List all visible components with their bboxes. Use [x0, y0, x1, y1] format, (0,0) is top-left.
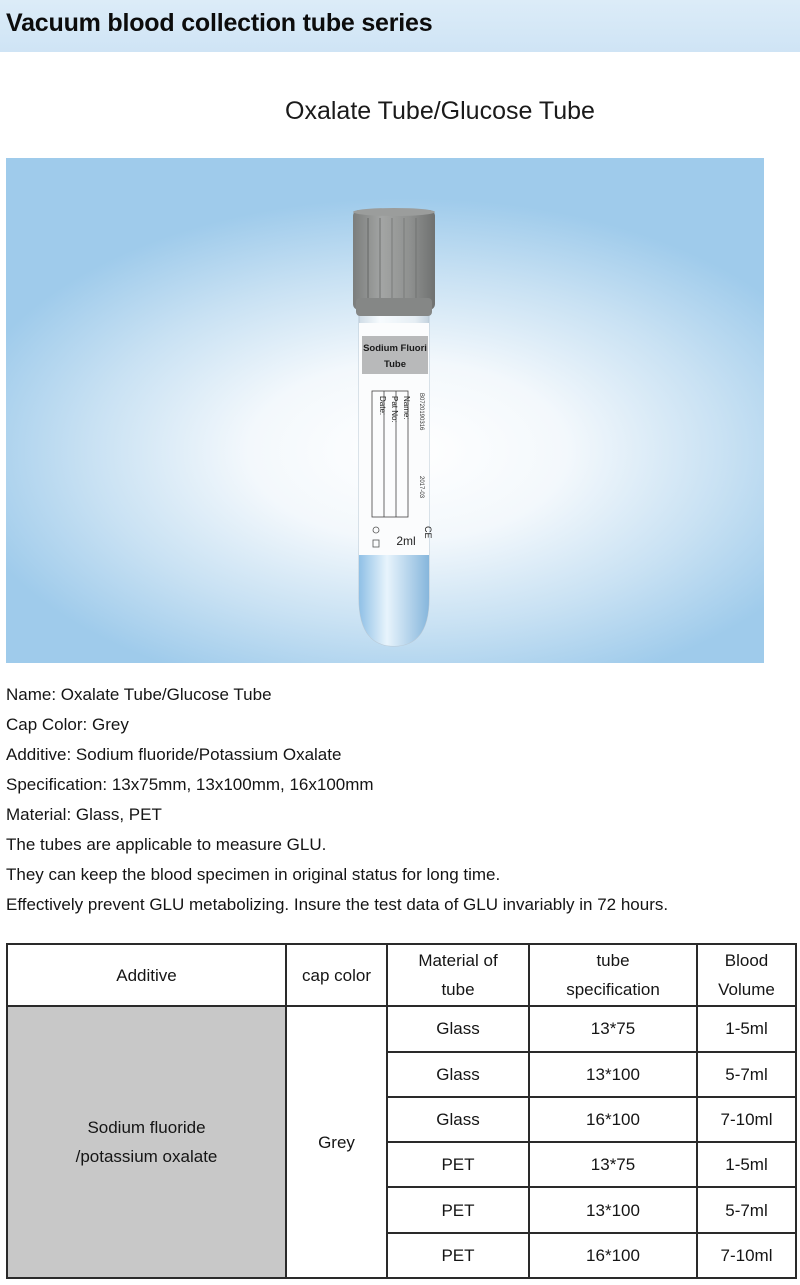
- tube-cap: [353, 210, 435, 310]
- material-cell: Glass: [387, 1006, 529, 1051]
- label-field-date: Date:: [378, 396, 387, 416]
- tube-bottom: [359, 553, 429, 646]
- volume-cell: 5-7ml: [697, 1052, 796, 1097]
- tube-illustration: [6, 158, 764, 663]
- volume-cell: 7-10ml: [697, 1097, 796, 1142]
- info-name: Name: Oxalate Tube/Glucose Tube: [6, 685, 272, 704]
- label-line1: Sodium Fluori: [363, 343, 427, 354]
- label-field-pat: Pat No:: [390, 396, 399, 423]
- info-specification: Specification: 13x75mm, 13x100mm, 16x100mm: [6, 775, 374, 794]
- cap-color-cell: Grey: [286, 1006, 387, 1278]
- table-header-row: [7, 944, 796, 1006]
- spec-cell: 13*75: [529, 1142, 697, 1187]
- material-cell: PET: [387, 1142, 529, 1187]
- info-material: Material: Glass, PET: [6, 805, 162, 824]
- header-volume: Blood Volume: [697, 944, 796, 1006]
- label-ce-mark: CE: [423, 526, 433, 539]
- spec-cell: 13*100: [529, 1187, 697, 1232]
- material-cell: PET: [387, 1233, 529, 1278]
- label-field-name: Name:: [402, 396, 411, 420]
- info-description-2: They can keep the blood specimen in original status for long time.: [6, 865, 501, 884]
- product-title: Oxalate Tube/Glucose Tube: [285, 97, 595, 125]
- header-bar: [0, 0, 800, 52]
- spec-table: [6, 943, 797, 1279]
- label-lot: B0720190316: [418, 393, 424, 431]
- spec-cell: 13*75: [529, 1006, 697, 1051]
- info-description-1: The tubes are applicable to measure GLU.: [6, 835, 327, 854]
- page-title: Vacuum blood collection tube series: [6, 9, 433, 37]
- header-material: Material of tube: [387, 944, 529, 1006]
- header-cap-color: cap color: [286, 944, 387, 1006]
- label-expiry: 2017-03: [418, 476, 424, 499]
- spec-cell: 16*100: [529, 1233, 697, 1278]
- info-additive: Additive: Sodium fluoride/Potassium Oxalate: [6, 745, 342, 764]
- header-spec: tube specification: [529, 944, 697, 1006]
- additive-cell: Sodium fluoride /potassium oxalate: [7, 1006, 286, 1278]
- volume-cell: 7-10ml: [697, 1233, 796, 1278]
- volume-cell: 1-5ml: [697, 1006, 796, 1051]
- info-cap-color: Cap Color: Grey: [6, 715, 129, 734]
- info-description-3: Effectively prevent GLU metabolizing. Insure the test data of GLU invariably in 72 hours.: [6, 895, 669, 914]
- product-photo: [6, 158, 764, 663]
- label-line2: Tube: [384, 359, 406, 370]
- spec-cell: 16*100: [529, 1097, 697, 1142]
- material-cell: PET: [387, 1187, 529, 1232]
- label-volume: 2ml: [396, 534, 416, 548]
- material-cell: Glass: [387, 1097, 529, 1142]
- volume-cell: 5-7ml: [697, 1187, 796, 1232]
- table-row: [7, 1006, 796, 1051]
- product-info: [6, 680, 796, 920]
- header-additive: Additive: [7, 944, 286, 1006]
- material-cell: Glass: [387, 1052, 529, 1097]
- volume-cell: 1-5ml: [697, 1142, 796, 1187]
- spec-cell: 13*100: [529, 1052, 697, 1097]
